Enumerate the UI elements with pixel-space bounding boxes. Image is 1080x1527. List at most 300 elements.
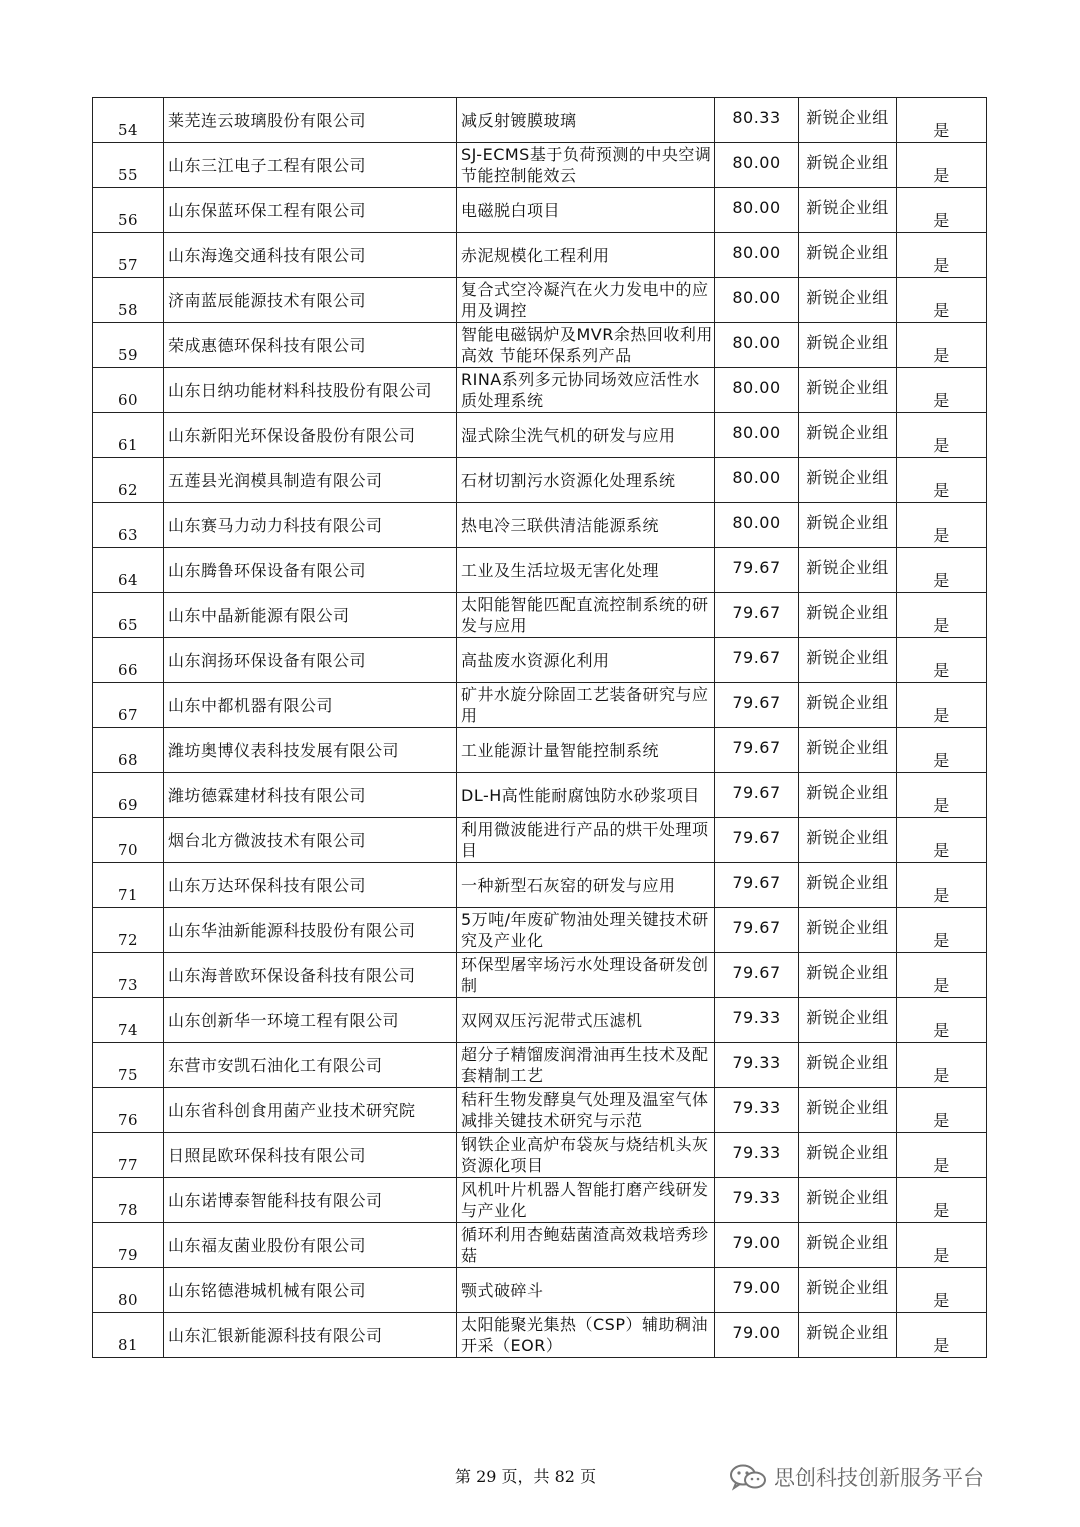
cell-score bbox=[715, 323, 799, 368]
group-name-text: 新锐企业组 bbox=[806, 1052, 889, 1072]
cell-project-name: 湿式除尘洗气机的研发与应用 bbox=[457, 413, 715, 458]
row-index-text: 76 bbox=[117, 1111, 139, 1129]
cell-project-name: 复合式空冷凝汽在火力发电中的应用及调控 bbox=[457, 278, 715, 323]
cell-result bbox=[897, 143, 987, 188]
table-row bbox=[93, 458, 987, 503]
cell-result bbox=[897, 1178, 987, 1223]
cell-row-index bbox=[93, 548, 164, 593]
group-name-text: 新锐企业组 bbox=[806, 377, 889, 397]
wechat-icon bbox=[728, 1463, 768, 1491]
table-row bbox=[93, 278, 987, 323]
cell-company-name: 山东汇银新能源科技有限公司 bbox=[164, 1313, 457, 1358]
cell-group-name bbox=[799, 143, 897, 188]
cell-row-index bbox=[93, 1133, 164, 1178]
cell-project-name: 工业及生活垃圾无害化处理 bbox=[457, 548, 715, 593]
group-name-text: 新锐企业组 bbox=[806, 692, 889, 712]
cell-result bbox=[897, 98, 987, 143]
cell-company-name: 潍坊奥博仪表科技发展有限公司 bbox=[164, 728, 457, 773]
group-name-text: 新锐企业组 bbox=[806, 1232, 889, 1252]
result-text: 是 bbox=[933, 796, 950, 815]
cell-score bbox=[715, 998, 799, 1043]
cell-result bbox=[897, 233, 987, 278]
cell-row-index bbox=[93, 323, 164, 368]
score-text: 79.33 bbox=[732, 1052, 781, 1072]
table-row bbox=[93, 728, 987, 773]
cell-row-index bbox=[93, 908, 164, 953]
score-text: 79.67 bbox=[732, 647, 781, 667]
table-row bbox=[93, 1133, 987, 1178]
cell-group-name bbox=[799, 1133, 897, 1178]
cell-score bbox=[715, 233, 799, 278]
cell-company-name: 山东诺博泰智能科技有限公司 bbox=[164, 1178, 457, 1223]
cell-company-name: 日照昆欧环保科技有限公司 bbox=[164, 1133, 457, 1178]
cell-score bbox=[715, 728, 799, 773]
cell-company-name: 山东中晶新能源有限公司 bbox=[164, 593, 457, 638]
table-row bbox=[93, 98, 987, 143]
result-text: 是 bbox=[933, 976, 950, 995]
cell-score bbox=[715, 1313, 799, 1358]
result-text: 是 bbox=[933, 841, 950, 860]
group-name-text: 新锐企业组 bbox=[806, 557, 889, 577]
table-row bbox=[93, 683, 987, 728]
result-text: 是 bbox=[933, 1336, 950, 1355]
result-text: 是 bbox=[933, 391, 950, 410]
row-index-text: 61 bbox=[117, 436, 139, 454]
result-text: 是 bbox=[933, 616, 950, 635]
score-text: 79.67 bbox=[732, 917, 781, 937]
cell-result bbox=[897, 323, 987, 368]
cell-group-name bbox=[799, 1268, 897, 1313]
cell-group-name bbox=[799, 593, 897, 638]
table-row bbox=[93, 368, 987, 413]
cell-result bbox=[897, 953, 987, 998]
cell-score bbox=[715, 773, 799, 818]
cell-project-name: 利用微波能进行产品的烘干处理项目 bbox=[457, 818, 715, 863]
cell-score bbox=[715, 863, 799, 908]
group-name-text: 新锐企业组 bbox=[806, 152, 889, 172]
group-name-text: 新锐企业组 bbox=[806, 1187, 889, 1207]
cell-project-name: 风机叶片机器人智能打磨产线研发与产业化 bbox=[457, 1178, 715, 1223]
table-row bbox=[93, 413, 987, 458]
cell-group-name bbox=[799, 1313, 897, 1358]
result-text: 是 bbox=[933, 481, 950, 500]
cell-row-index bbox=[93, 1223, 164, 1268]
score-text: 79.33 bbox=[732, 1187, 781, 1207]
row-index-text: 69 bbox=[117, 796, 139, 814]
cell-company-name: 山东创新华一环境工程有限公司 bbox=[164, 998, 457, 1043]
cell-company-name: 荣成惠德环保科技有限公司 bbox=[164, 323, 457, 368]
cell-score bbox=[715, 503, 799, 548]
cell-group-name bbox=[799, 728, 897, 773]
cell-group-name bbox=[799, 1178, 897, 1223]
cell-score bbox=[715, 1268, 799, 1313]
cell-score bbox=[715, 818, 799, 863]
cell-company-name: 烟台北方微波技术有限公司 bbox=[164, 818, 457, 863]
result-text: 是 bbox=[933, 346, 950, 365]
cell-group-name bbox=[799, 98, 897, 143]
table-row bbox=[93, 188, 987, 233]
score-text: 79.33 bbox=[732, 1142, 781, 1162]
cell-row-index bbox=[93, 188, 164, 233]
cell-company-name: 潍坊德霖建材科技有限公司 bbox=[164, 773, 457, 818]
cell-group-name bbox=[799, 773, 897, 818]
result-text: 是 bbox=[933, 661, 950, 680]
row-index-text: 60 bbox=[117, 391, 139, 409]
table-row bbox=[93, 1178, 987, 1223]
cell-result bbox=[897, 1133, 987, 1178]
table-row bbox=[93, 998, 987, 1043]
score-text: 79.67 bbox=[732, 827, 781, 847]
cell-result bbox=[897, 818, 987, 863]
cell-group-name bbox=[799, 1223, 897, 1268]
cell-group-name bbox=[799, 998, 897, 1043]
row-index-text: 57 bbox=[117, 256, 139, 274]
row-index-text: 70 bbox=[117, 841, 139, 859]
cell-result bbox=[897, 683, 987, 728]
result-text: 是 bbox=[933, 256, 950, 275]
cell-project-name: 环保型屠宰场污水处理设备研发创制 bbox=[457, 953, 715, 998]
cell-project-name: 超分子精馏废润滑油再生技术及配套精制工艺 bbox=[457, 1043, 715, 1088]
cell-project-name: SJ-ECMS基于负荷预测的中央空调节能控制能效云 bbox=[457, 143, 715, 188]
cell-result bbox=[897, 278, 987, 323]
cell-group-name bbox=[799, 953, 897, 998]
result-text: 是 bbox=[933, 1066, 950, 1085]
row-index-text: 58 bbox=[117, 301, 139, 319]
cell-row-index bbox=[93, 1178, 164, 1223]
cell-row-index bbox=[93, 773, 164, 818]
score-text: 79.67 bbox=[732, 557, 781, 577]
cell-result bbox=[897, 413, 987, 458]
table-row bbox=[93, 1043, 987, 1088]
cell-result bbox=[897, 1043, 987, 1088]
table-row bbox=[93, 638, 987, 683]
row-index-text: 72 bbox=[117, 931, 139, 949]
row-index-text: 75 bbox=[117, 1066, 139, 1084]
cell-company-name: 山东日纳功能材料科技股份有限公司 bbox=[164, 368, 457, 413]
cell-score bbox=[715, 458, 799, 503]
cell-row-index bbox=[93, 1268, 164, 1313]
cell-score bbox=[715, 953, 799, 998]
cell-result bbox=[897, 863, 987, 908]
cell-company-name: 山东赛马力动力科技有限公司 bbox=[164, 503, 457, 548]
result-text: 是 bbox=[933, 436, 950, 455]
cell-project-name: 智能电磁锅炉及MVR余热回收利用高效 节能环保系列产品 bbox=[457, 323, 715, 368]
cell-result bbox=[897, 593, 987, 638]
cell-company-name: 莱芜连云玻璃股份有限公司 bbox=[164, 98, 457, 143]
cell-score bbox=[715, 188, 799, 233]
row-index-text: 64 bbox=[117, 571, 139, 589]
row-index-text: 56 bbox=[117, 211, 139, 229]
result-text: 是 bbox=[933, 1291, 950, 1310]
result-text: 是 bbox=[933, 301, 950, 320]
score-text: 79.67 bbox=[732, 782, 781, 802]
result-text: 是 bbox=[933, 571, 950, 590]
cell-result bbox=[897, 548, 987, 593]
group-name-text: 新锐企业组 bbox=[806, 872, 889, 892]
cell-score bbox=[715, 143, 799, 188]
cell-score bbox=[715, 683, 799, 728]
group-name-text: 新锐企业组 bbox=[806, 512, 889, 532]
cell-company-name: 济南蓝辰能源技术有限公司 bbox=[164, 278, 457, 323]
cell-row-index bbox=[93, 458, 164, 503]
table-row bbox=[93, 863, 987, 908]
cell-group-name bbox=[799, 188, 897, 233]
cell-row-index bbox=[93, 98, 164, 143]
cell-score bbox=[715, 638, 799, 683]
group-name-text: 新锐企业组 bbox=[806, 1007, 889, 1027]
cell-project-name: 减反射镀膜玻璃 bbox=[457, 98, 715, 143]
row-index-text: 71 bbox=[117, 886, 139, 904]
cell-result bbox=[897, 773, 987, 818]
cell-company-name: 五莲县光润模具制造有限公司 bbox=[164, 458, 457, 503]
cell-company-name: 东营市安凯石油化工有限公司 bbox=[164, 1043, 457, 1088]
row-index-text: 65 bbox=[117, 616, 139, 634]
group-name-text: 新锐企业组 bbox=[806, 197, 889, 217]
table-body bbox=[93, 98, 987, 1358]
page-number: 第 29 页，共 82 页 bbox=[455, 1467, 597, 1486]
cell-group-name bbox=[799, 278, 897, 323]
cell-group-name bbox=[799, 413, 897, 458]
result-text: 是 bbox=[933, 121, 950, 140]
result-text: 是 bbox=[933, 931, 950, 950]
cell-group-name bbox=[799, 458, 897, 503]
result-text: 是 bbox=[933, 526, 950, 545]
cell-group-name bbox=[799, 503, 897, 548]
cell-result bbox=[897, 1088, 987, 1133]
cell-group-name bbox=[799, 368, 897, 413]
cell-project-name: 电磁脱白项目 bbox=[457, 188, 715, 233]
table-row bbox=[93, 503, 987, 548]
row-index-text: 54 bbox=[117, 121, 139, 139]
row-index-text: 55 bbox=[117, 166, 139, 184]
table-row bbox=[93, 773, 987, 818]
score-text: 80.00 bbox=[732, 197, 781, 217]
cell-group-name bbox=[799, 323, 897, 368]
watermark bbox=[728, 1462, 984, 1492]
cell-project-name: 钢铁企业高炉布袋灰与烧结机头灰资源化项目 bbox=[457, 1133, 715, 1178]
row-index-text: 80 bbox=[117, 1291, 139, 1309]
result-text: 是 bbox=[933, 1246, 950, 1265]
group-name-text: 新锐企业组 bbox=[806, 242, 889, 262]
score-text: 79.67 bbox=[732, 962, 781, 982]
score-text: 80.33 bbox=[732, 107, 781, 127]
cell-result bbox=[897, 998, 987, 1043]
cell-group-name bbox=[799, 548, 897, 593]
cell-result bbox=[897, 1313, 987, 1358]
cell-project-name: 一种新型石灰窑的研发与应用 bbox=[457, 863, 715, 908]
score-text: 79.00 bbox=[732, 1277, 781, 1297]
group-name-text: 新锐企业组 bbox=[806, 422, 889, 442]
cell-company-name: 山东保蓝环保工程有限公司 bbox=[164, 188, 457, 233]
group-name-text: 新锐企业组 bbox=[806, 1277, 889, 1297]
cell-score bbox=[715, 368, 799, 413]
cell-project-name: DL-H高性能耐腐蚀防水砂浆项目 bbox=[457, 773, 715, 818]
cell-score bbox=[715, 1043, 799, 1088]
group-name-text: 新锐企业组 bbox=[806, 107, 889, 127]
cell-project-name: 热电冷三联供清洁能源系统 bbox=[457, 503, 715, 548]
cell-project-name: 高盐废水资源化利用 bbox=[457, 638, 715, 683]
cell-row-index bbox=[93, 728, 164, 773]
table-row bbox=[93, 1313, 987, 1358]
score-text: 80.00 bbox=[732, 287, 781, 307]
score-text: 79.67 bbox=[732, 692, 781, 712]
row-index-text: 79 bbox=[117, 1246, 139, 1264]
cell-company-name: 山东福友菌业股份有限公司 bbox=[164, 1223, 457, 1268]
cell-score bbox=[715, 593, 799, 638]
cell-project-name: 秸秆生物发酵臭气处理及温室气体减排关键技术研究与示范 bbox=[457, 1088, 715, 1133]
row-index-text: 67 bbox=[117, 706, 139, 724]
row-index-text: 81 bbox=[117, 1336, 139, 1354]
score-text: 79.67 bbox=[732, 737, 781, 757]
cell-row-index bbox=[93, 413, 164, 458]
group-name-text: 新锐企业组 bbox=[806, 827, 889, 847]
cell-result bbox=[897, 368, 987, 413]
cell-row-index bbox=[93, 818, 164, 863]
group-name-text: 新锐企业组 bbox=[806, 332, 889, 352]
cell-row-index bbox=[93, 953, 164, 998]
score-text: 79.67 bbox=[732, 872, 781, 892]
cell-score bbox=[715, 548, 799, 593]
table-row bbox=[93, 908, 987, 953]
cell-row-index bbox=[93, 503, 164, 548]
cell-result bbox=[897, 503, 987, 548]
row-index-text: 74 bbox=[117, 1021, 139, 1039]
group-name-text: 新锐企业组 bbox=[806, 1097, 889, 1117]
group-name-text: 新锐企业组 bbox=[806, 287, 889, 307]
cell-project-name: 工业能源计量智能控制系统 bbox=[457, 728, 715, 773]
result-text: 是 bbox=[933, 1156, 950, 1175]
score-text: 80.00 bbox=[732, 467, 781, 487]
result-text: 是 bbox=[933, 1021, 950, 1040]
cell-row-index bbox=[93, 863, 164, 908]
result-text: 是 bbox=[933, 886, 950, 905]
table-row bbox=[93, 143, 987, 188]
cell-result bbox=[897, 1223, 987, 1268]
score-text: 79.33 bbox=[732, 1097, 781, 1117]
group-name-text: 新锐企业组 bbox=[806, 1322, 889, 1342]
cell-group-name bbox=[799, 683, 897, 728]
cell-company-name: 山东中都机器有限公司 bbox=[164, 683, 457, 728]
cell-project-name: 5万吨/年废矿物油处理关键技术研究及产业化 bbox=[457, 908, 715, 953]
cell-group-name bbox=[799, 1088, 897, 1133]
cell-group-name bbox=[799, 1043, 897, 1088]
cell-company-name: 山东海逸交通科技有限公司 bbox=[164, 233, 457, 278]
cell-company-name: 山东海普欧环保设备科技有限公司 bbox=[164, 953, 457, 998]
cell-company-name: 山东润扬环保设备有限公司 bbox=[164, 638, 457, 683]
cell-row-index bbox=[93, 593, 164, 638]
row-index-text: 77 bbox=[117, 1156, 139, 1174]
cell-group-name bbox=[799, 818, 897, 863]
score-text: 80.00 bbox=[732, 332, 781, 352]
result-text: 是 bbox=[933, 166, 950, 185]
cell-row-index bbox=[93, 278, 164, 323]
score-text: 80.00 bbox=[732, 152, 781, 172]
cell-group-name bbox=[799, 908, 897, 953]
watermark-text: 思创科技创新服务平台 bbox=[774, 1466, 984, 1490]
score-text: 80.00 bbox=[732, 422, 781, 442]
score-text: 80.00 bbox=[732, 512, 781, 532]
group-name-text: 新锐企业组 bbox=[806, 602, 889, 622]
cell-row-index bbox=[93, 368, 164, 413]
cell-project-name: 石材切割污水资源化处理系统 bbox=[457, 458, 715, 503]
cell-row-index bbox=[93, 233, 164, 278]
result-text: 是 bbox=[933, 751, 950, 770]
score-text: 80.00 bbox=[732, 377, 781, 397]
cell-row-index bbox=[93, 683, 164, 728]
results-table bbox=[92, 97, 987, 1358]
cell-project-name: 循环利用杏鲍菇菌渣高效栽培秀珍菇 bbox=[457, 1223, 715, 1268]
cell-project-name: 太阳能聚光集热（CSP）辅助稠油开采（EOR） bbox=[457, 1313, 715, 1358]
table-row bbox=[93, 233, 987, 278]
cell-score bbox=[715, 1133, 799, 1178]
group-name-text: 新锐企业组 bbox=[806, 917, 889, 937]
cell-row-index bbox=[93, 1088, 164, 1133]
result-text: 是 bbox=[933, 211, 950, 230]
cell-company-name: 山东新阳光环保设备股份有限公司 bbox=[164, 413, 457, 458]
table-row bbox=[93, 953, 987, 998]
row-index-text: 62 bbox=[117, 481, 139, 499]
table-row bbox=[93, 1088, 987, 1133]
cell-row-index bbox=[93, 638, 164, 683]
cell-company-name: 山东省科创食用菌产业技术研究院 bbox=[164, 1088, 457, 1133]
cell-result bbox=[897, 728, 987, 773]
cell-project-name: 双网双压污泥带式压滤机 bbox=[457, 998, 715, 1043]
cell-company-name: 山东腾鲁环保设备有限公司 bbox=[164, 548, 457, 593]
cell-score bbox=[715, 98, 799, 143]
cell-score bbox=[715, 908, 799, 953]
cell-score bbox=[715, 1088, 799, 1133]
cell-company-name: 山东华油新能源科技股份有限公司 bbox=[164, 908, 457, 953]
page-footer bbox=[0, 1462, 1080, 1492]
group-name-text: 新锐企业组 bbox=[806, 782, 889, 802]
cell-result bbox=[897, 908, 987, 953]
cell-row-index bbox=[93, 998, 164, 1043]
row-index-text: 63 bbox=[117, 526, 139, 544]
score-text: 79.00 bbox=[732, 1322, 781, 1342]
cell-score bbox=[715, 1178, 799, 1223]
row-index-text: 68 bbox=[117, 751, 139, 769]
table-row bbox=[93, 1268, 987, 1313]
result-text: 是 bbox=[933, 1111, 950, 1130]
score-text: 80.00 bbox=[732, 242, 781, 262]
cell-result bbox=[897, 458, 987, 503]
table-row bbox=[93, 323, 987, 368]
score-text: 79.33 bbox=[732, 1007, 781, 1027]
row-index-text: 59 bbox=[117, 346, 139, 364]
row-index-text: 78 bbox=[117, 1201, 139, 1219]
cell-company-name: 山东三江电子工程有限公司 bbox=[164, 143, 457, 188]
result-text: 是 bbox=[933, 706, 950, 725]
row-index-text: 66 bbox=[117, 661, 139, 679]
group-name-text: 新锐企业组 bbox=[806, 962, 889, 982]
cell-project-name: 赤泥规模化工程利用 bbox=[457, 233, 715, 278]
cell-project-name: 太阳能智能匹配直流控制系统的研发与应用 bbox=[457, 593, 715, 638]
group-name-text: 新锐企业组 bbox=[806, 737, 889, 757]
table-row bbox=[93, 818, 987, 863]
cell-project-name: 矿井水旋分除固工艺装备研究与应用 bbox=[457, 683, 715, 728]
cell-company-name: 山东万达环保科技有限公司 bbox=[164, 863, 457, 908]
score-text: 79.67 bbox=[732, 602, 781, 622]
cell-group-name bbox=[799, 638, 897, 683]
group-name-text: 新锐企业组 bbox=[806, 1142, 889, 1162]
cell-row-index bbox=[93, 1043, 164, 1088]
result-text: 是 bbox=[933, 1201, 950, 1220]
score-text: 79.00 bbox=[732, 1232, 781, 1252]
cell-group-name bbox=[799, 863, 897, 908]
row-index-text: 73 bbox=[117, 976, 139, 994]
group-name-text: 新锐企业组 bbox=[806, 647, 889, 667]
cell-project-name: 颚式破碎斗 bbox=[457, 1268, 715, 1313]
